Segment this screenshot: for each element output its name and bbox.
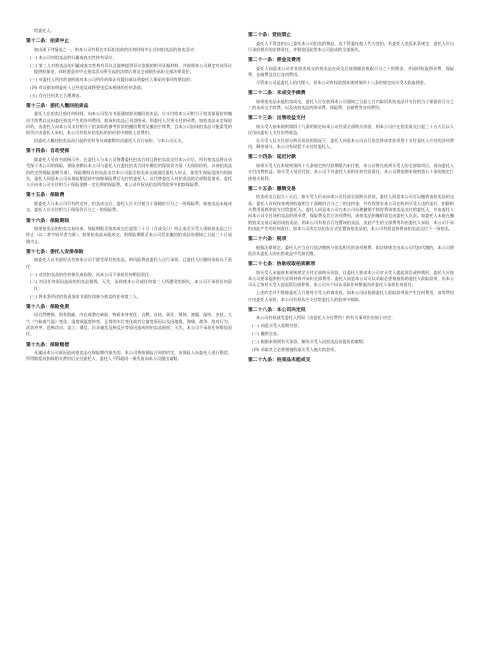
paragraph: 委托人同意本公司对其拍卖成交的拍卖品在成交后按落槌价收取百分之十的佣金，并同时收取图录费、保险费、仓储费及其它各项费用。 [248, 65, 454, 77]
list-item: (三) 对委托人所作的说明或对本公司所作的保证有疑问或证明委托人保证的事项有错误的； [30, 76, 195, 82]
list-item: (二) 对因任何原因造成的拍卖品损毁、灭失，而致使本公司或任何第三人所遭受的损失，本公司不承担任何责任； [30, 279, 232, 291]
clause-heading: 第十五条：保险费 [26, 193, 65, 199]
left-column [26, 28, 232, 366]
clause-heading: 第十六条：保险期间 [26, 218, 70, 224]
list-item: (四) 有证据表明委托人已经违反或将要违反本规则的任何条款； [30, 84, 146, 90]
list-item: (二) 撤销交易； [252, 331, 282, 337]
clause-heading: 第十三条：委托人撤回拍卖品 [26, 103, 89, 109]
paragraph: 拍卖成交日起九十天后，如买受人仍未向本公司付清全部购买价款，委托人同意本公司可以撤销该拍卖品的交易，委托人有权按本规则收取相当于落槌价百分之三的违约金，并有权要求本公司在收到买受人违约金后，扣除相关费用再将余款支付给委托人。委托人同意本公司在本公司办理撤销手续时将该拍卖品交付给委托人，并由委托人向本公司支付该拍卖品的图录费、保险费及其它各项费用，该拍卖品的撤销事宜由委托人负责。如委托人未能在撤销拍卖交易后取回该拍卖品，则本公司有权自行处置该拍卖品，由此产生的全部费用均由委托人承担，本公司不承担由此产生的任何责任。如本公司决定以拍卖方式处置该拍卖品的，本公司有权直接将该拍卖品交付下一场拍卖。 [248, 194, 454, 231]
clause-heading: 第二十三条：出售收益支付 [248, 116, 306, 122]
paragraph: 根据法律规定，委托人应当自行依法缴纳与拍卖相关的各项税费。如法律规定由本公司代扣代缴的，本公司将依法从委托人的出售收益中代扣代缴。 [248, 244, 454, 256]
clause-heading: 第十九条：保险赔偿 [26, 342, 70, 348]
clause-heading: 第二十一条：佣金及费用 [248, 58, 301, 64]
clause-heading: 第二十四条：延迟付款 [248, 155, 296, 161]
paragraph: 如委托人以书面形式告知本公司不愿受保其拍卖品，则风险将由委托人自行承担，且委托人应随时承担以下责任： [26, 257, 232, 269]
paragraph: 如买受人未能按本规则规定支付全部购买价款，且委托人要求本公司对买受人提起诉讼或仲裁时，委托人应按本公司要求提供相关证明材料并承担全部费用。委托人同意本公司可以采取必要措施协助委托人收取款项，但本公司无义务对买受人提起诉讼或仲裁，本公司亦不因未采取任何措施而对委托人承担任何责任。 [248, 269, 454, 288]
paragraph: 委托人不得竞拍自己委托本公司拍卖的物品，也不得委托他人代为竞拍。若委托人违反本条规定，委托人应自行承担相应的法律责任，并赔偿因此给本公司造成的全部损失。 [248, 40, 454, 52]
paragraph: 给委托人。 [34, 28, 55, 33]
paragraph: 如果拍卖品的拍卖交易结束，保险期限至拍卖成交后起第三十日（含成交日）终止或至买受人领取拍卖品之日终止（以二者中较早者为准）。如果拍卖品未能成交，则保险期限至本公司发出撤回拍卖品的通知之日起三十日届满为止。 [26, 226, 232, 244]
paragraph: 除委托人另有书面指示外，在委托人与本公司签署委托拍卖合同且将拍卖品交付本公司后，所有拍卖品将自动受保于本公司的保险，保险金额以本公司与委托人在委托拍卖合同中确定的保留价为准（无保留价的，以该拍卖品的约定的保险金额为准）。保险期间自拍卖品交付本公司起至拍卖成交或退回委托人时止。如发生保险范围内的损失，委托人同意本公司从保险赔偿款中扣除保险费后交付给委托人，以代替委托人对拍卖品的全部赔偿请求。委托人应向本公司支付相当于保险金额一定比例的保险费，本公司有权从拍卖所得款项中扣除保险费。 [26, 156, 232, 188]
clause-heading: 第十八条：保险免责 [26, 304, 70, 310]
clause-heading: 第二十五条：撤销交易 [248, 186, 296, 192]
clause-heading: 第二十七条：协助收取拍卖款项 [248, 262, 316, 268]
paragraph: 除委托人与本公司另有约定外，拍卖成交后，委托人应支付相当于落槌价百分之一的保险费。如拍卖品未能成交，委托人应支付相当于保留价百分之一的保险费。 [26, 200, 232, 213]
clause-heading: 第二十六条：税项 [248, 237, 287, 243]
paragraph: 本公司有权就受委托人授权（由委托人支付费用）的有关事项作出如下决定： [256, 315, 396, 321]
list-item: (一) 本公司对拍卖品的归属或真实性持有异议； [30, 54, 117, 60]
paragraph: 上述约定并不排除委托人行使对买受人的请求权，如本公司因协助委托人收取款项而产生任何费用，该等费用应由委托人承担，本公司有权从应支付给委托人的款项中扣除。 [248, 290, 454, 302]
list-item: (三) 将本条所述的免责条款书面告知参与拍卖的任何第三人。 [30, 293, 141, 299]
paragraph: 凡属因本公司原因造成拍卖品在保险期内损失的，本公司将按保险合同的约定，由保险人向委托人进行赔偿，所得赔偿款扣除相关费用后交付委托人，委托人不得就同一损失再向本公司提出索赔。 [26, 350, 232, 362]
clause-heading: 第十四条：自动受保 [26, 149, 70, 155]
paragraph: 如买受人按本规则第四十九条的规定向本公司付清全部购买价款，则本公司应在拍卖成交日起三十五天后以人民币向委托人支付出售收益。 [248, 123, 454, 135]
paragraph: 尽管本公司是委托人的代理人，但本公司有权依照本规则第四十八条的规定向买受人收取佣金。 [256, 79, 428, 85]
list-item: (二) 第三人对拍卖品的归属或真实性持有异议且能够提供异议依据的相关证据材料，并按照本公司规定对该异议提供担保金，同时愿意对中止拍卖活动所引起的法律后果及全部损失承担全部法律责任； [30, 62, 232, 74]
paragraph: 如出现下列情况之一，则本公司有权在实际拍卖前的任何时间中止任何拍卖品的拍卖活动： [34, 46, 198, 52]
paragraph: 委托人在拍卖日前任何时间，向本公司发出书面通知要求撤回拍卖品，应支付给本公司相当于拍卖保留价的撤回手续费以及因委托拍卖产生的各项费用，如该拍卖品已刊登图录，则委托人另须支付图录费。如拍卖品未定保留价的，由委托人向本公司支付相当于拍卖标的参考价款的撤回费用及撤回手续费，且本公司因该拍卖品可能蒙受的损失应由委托人承担，本公司有权从拍卖标的的价款中扣除上述费用。 [26, 111, 232, 136]
two-column-body [26, 28, 454, 366]
clause-heading: 第二十二条：未成交手续费 [248, 91, 306, 97]
paragraph: 在买受人仅支付部分购买价款的情况下，委托人同意本公司自行决定将该等款项用于支付委托人应付的各项费用，剩余部分，本公司有权暂不支付给委托人。 [248, 137, 454, 150]
list-item: (一) 对其拍卖品的任何损失或损毁，而本公司不承担任何赔偿责任； [30, 271, 154, 277]
paragraph: 如果买受人在本规则第四十九条规定的付款期限内未付款，本公司将在收到买受人的全部款项后，再向委托人支付出售收益。如买受人延迟付款，本公司不对委托人承担任何付款责任，本公司将依照本规则第五十条的规定行使相关权利。 [248, 162, 454, 181]
right-column [248, 28, 454, 366]
clause-heading: 第二十八条：本公司决定权 [248, 307, 306, 313]
clause-heading: 第二十九条：拍卖品未能成交 [248, 358, 311, 364]
paragraph: 因自然磨损、固有瑕疵、内在或潜在缺陷、物质本身变化、自燃、自热、氧化、锈蚀、渗漏、鼠咬、虫蛀、大气（气候或气温）变化、湿度或温度转变、正常的水位变化或其它渐变原因以及因地震、海啸、战争、敌对行为、武装冲突、恐怖活动、罢工、暴乱、民众骚乱及核反应等原因造成的拍卖品损毁、灭失，本公司不承担任何赔偿责任。 [26, 312, 232, 337]
list-item: (五) 存在任何其它合理理由。 [30, 92, 84, 98]
clause-heading: 第十二条：拍卖中止 [26, 39, 70, 45]
paragraph: 如果拍卖品未能拍卖成交，委托人应在收到本公司通知之日起七日内取回其拍卖品并支付相当于保留价百分之三的未成交手续费，以及该拍卖品的图录费、保险费、仓储费等各项费用。 [248, 98, 454, 110]
clause-heading: 第二十条：竞拍禁止 [248, 33, 292, 38]
clause-heading: 第十七条：委托人安排保险 [26, 249, 84, 255]
paragraph: 因委托人撤回拍卖品而引起的任何争议或索赔均由委托人自行承担，与本公司无关。 [34, 138, 186, 144]
list-item: (三) 根据本规则有关条款，解决买受人因拍卖品而提出的索赔； [252, 338, 368, 344]
list-item: (四) 采取其它必要措施收取买受人拖欠的款项。 [252, 346, 339, 352]
list-item: (一) 同意买受人延期付款； [252, 323, 302, 329]
